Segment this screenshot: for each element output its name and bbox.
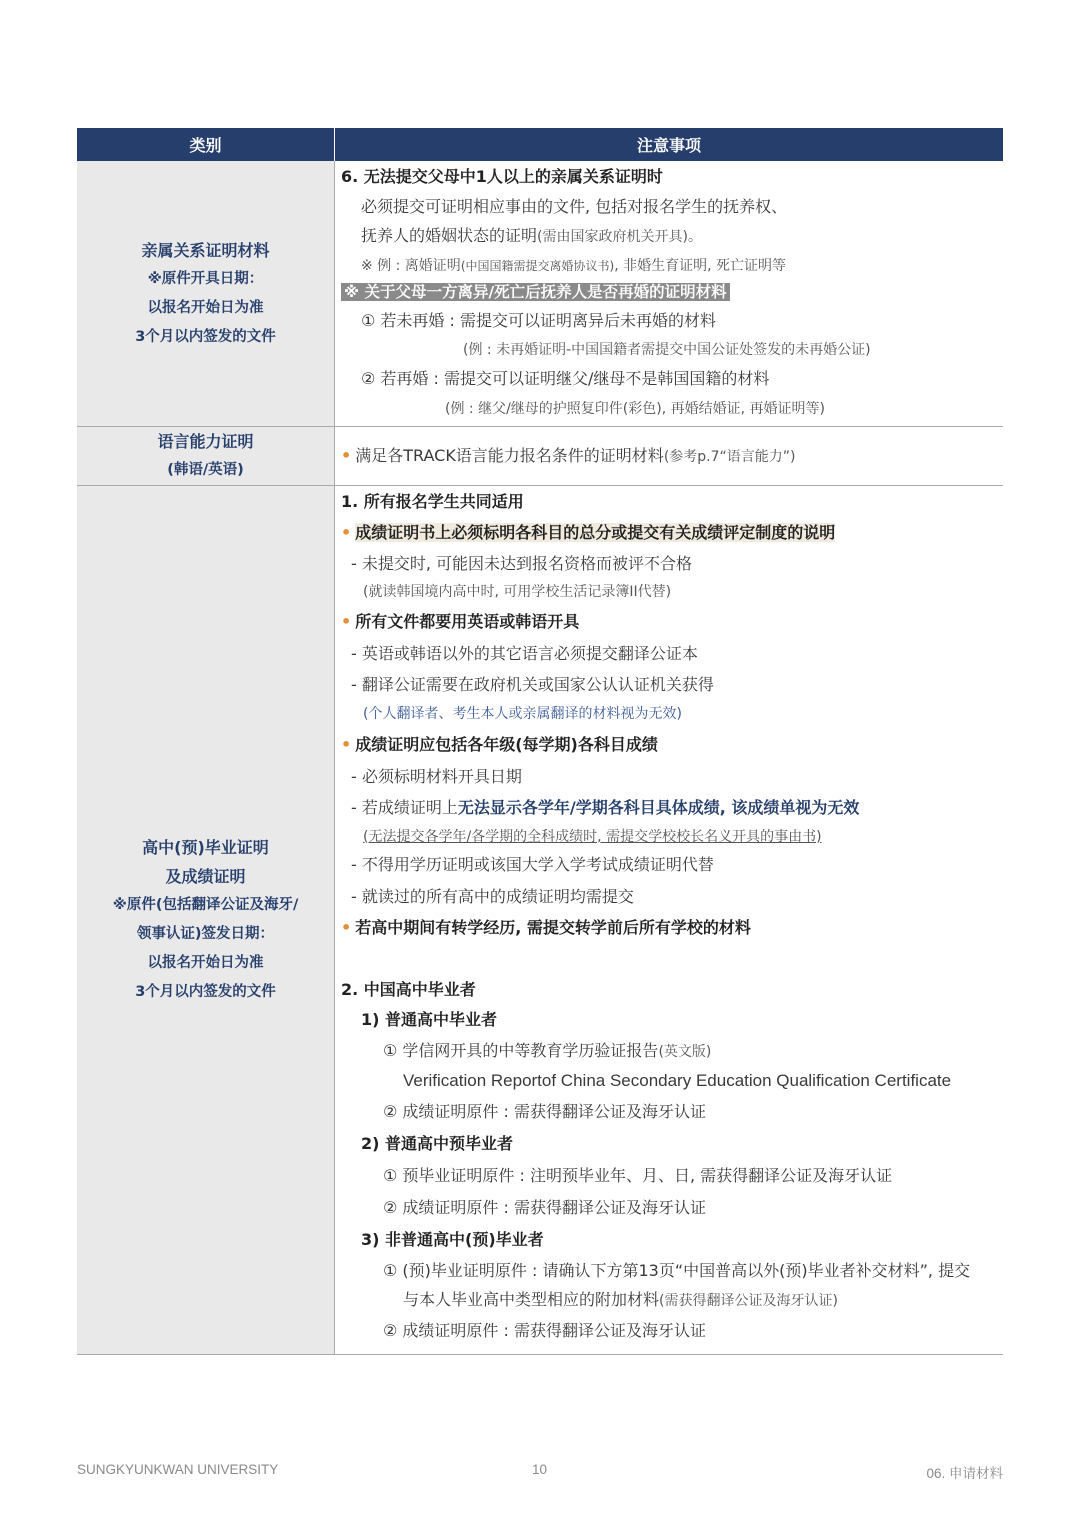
note-subheading: 1) 普通高中毕业者	[361, 1010, 498, 1029]
note-line	[335, 221, 1003, 252]
note-text: (参考p.7“语言能力”)	[663, 448, 796, 465]
note-highlight	[335, 279, 1003, 305]
note-line: (就读韩国境内高中时, 可用学校生活记录簿II代替)	[363, 584, 672, 600]
category-line: 及成绩证明	[165, 867, 246, 886]
note-line: - 必须标明材料开具日期	[351, 767, 522, 786]
bullet-icon: •	[341, 445, 352, 465]
footer-section: 06. 申请材料	[926, 1466, 1003, 1481]
note-line	[335, 442, 1003, 471]
note-line: (无法提交各学年/各学期的全科成绩时, 需提交学校校长名义开具的事由书)	[363, 829, 822, 845]
table-row	[77, 486, 1003, 1355]
note-line	[335, 1286, 1003, 1315]
note-text: ① 学信网开具的中等教育学历验证报告	[383, 1041, 659, 1060]
note-line: ② 成绩证明原件 : 需获得翻译公证及海牙认证	[383, 1102, 706, 1121]
table-row	[77, 427, 1003, 486]
category-line: 亲属关系证明材料	[141, 240, 270, 260]
table-row	[77, 161, 1003, 427]
notes-cell	[335, 427, 1004, 486]
category-line: 以报名开始日为准	[147, 299, 264, 316]
note-line: Verification Reportof China Secondary Education Qualification Certificate	[403, 1071, 952, 1090]
note-line: - 翻译公证需要在政府机关或国家公认认证机关获得	[351, 675, 714, 694]
note-line: (例 : 未再婚证明-中国国籍者需提交中国公证处签发的未再婚公证)	[463, 342, 871, 358]
notes-cell	[335, 161, 1004, 427]
note-bullet	[335, 913, 1003, 943]
category-line: 3个月以内签发的文件	[135, 984, 276, 1000]
category-cell	[77, 161, 335, 427]
note-text: ※ 例 : 离婚证明	[361, 258, 461, 274]
note-text: - 若成绩证明上	[351, 798, 458, 817]
note-text: (需获得翻译公证及海牙认证)	[659, 1293, 838, 1309]
note-text: (需由国家政府机关开具)。	[537, 229, 702, 245]
bullet-icon: •	[341, 612, 352, 631]
category-line: 语言能力证明	[157, 432, 254, 451]
category-line: ※原件(包括翻译公证及海牙/	[112, 897, 299, 913]
category-line: 3个月以内签发的文件	[135, 328, 276, 345]
note-heading: 2. 中国高中毕业者	[341, 980, 476, 999]
column-header-notes: 注意事项	[335, 128, 1004, 161]
requirements-table	[77, 128, 1003, 1355]
note-line	[335, 791, 1003, 825]
note-line: - 未提交时, 可能因未达到报名资格而被评不合格	[351, 554, 693, 573]
note-heading: 6. 无法提交父母中1人以上的亲属关系证明时	[341, 167, 663, 186]
bullet-icon: •	[341, 735, 352, 754]
note-line: - 不得用学历证明或该国大学入学考试成绩证明代替	[351, 855, 714, 874]
note-line: ① (预)毕业证明原件 : 请确认下方第13页“中国普高以外(预)毕业者补交材料”, 提交	[383, 1261, 971, 1280]
note-text: 成绩证明应包括各年级(每学期)各科目成绩	[355, 735, 658, 754]
note-text: 所有文件都要用英语或韩语开具	[355, 612, 580, 631]
note-subheading: 2) 普通高中预毕业者	[361, 1134, 514, 1153]
notes-cell	[335, 486, 1004, 1355]
note-line: - 英语或韩语以外的其它语言必须提交翻译公证本	[351, 644, 698, 663]
note-text: (英文版)	[658, 1044, 712, 1060]
note-text: , 非婚生育证明, 死亡证明等	[614, 258, 786, 274]
note-bullet	[335, 605, 1003, 639]
note-bullet	[335, 727, 1003, 763]
note-line: ② 成绩证明原件 : 需获得翻译公证及海牙认证	[383, 1321, 706, 1340]
category-line: 高中(预)毕业证明	[142, 838, 269, 857]
note-line	[335, 1037, 1003, 1066]
category-line: 领事认证)签发日期：	[136, 926, 275, 942]
note-subheading: 3) 非普通高中(预)毕业者	[361, 1230, 544, 1249]
bullet-icon: •	[341, 523, 352, 542]
category-cell	[77, 486, 335, 1355]
note-example	[335, 252, 1003, 279]
note-text: 与本人毕业高中类型相应的附加材料	[403, 1290, 660, 1309]
category-line: (韩语/英语)	[167, 462, 244, 478]
note-line: ① 预毕业证明原件 : 注明预毕业年、月、日, 需获得翻译公证及海牙认证	[383, 1166, 893, 1185]
note-heading: 1. 所有报名学生共同适用	[341, 492, 524, 511]
category-line: ※原件开具日期：	[147, 270, 264, 287]
note-text: (中国国籍需提交离婚协议书)	[460, 259, 615, 273]
note-line: (例 : 继父/继母的护照复印件(彩色), 再婚结婚证, 再婚证明等)	[445, 401, 825, 417]
note-text: 抚养人的婚姻状态的证明	[361, 226, 538, 245]
category-line: 以报名开始日为准	[147, 955, 264, 971]
note-text: 无法显示各学年/学期各科目具体成绩, 该成绩单视为无效	[457, 798, 860, 817]
note-line: - 就读过的所有高中的成绩证明均需提交	[351, 887, 634, 906]
table-header-row	[77, 128, 1003, 161]
note-line: ② 若再婚 : 需提交可以证明继父/继母不是韩国国籍的材料	[361, 369, 770, 388]
note-line: 必须提交可证明相应事由的文件, 包括对报名学生的抚养权、	[361, 197, 788, 216]
page-number: 10	[532, 1462, 548, 1477]
footer-university: SUNGKYUNKWAN UNIVERSITY	[77, 1462, 279, 1477]
bullet-icon: •	[341, 918, 352, 937]
column-header-category: 类别	[77, 128, 335, 161]
highlight-text: ※ 关于父母一方离异/死亡后抚养人是否再婚的证明材料	[341, 283, 730, 301]
spacer	[335, 943, 1003, 977]
note-line: (个人翻译者、考生本人或亲属翻译的材料视为无效)	[363, 706, 682, 722]
note-text: 成绩证明书上必须标明各科目的总分或提交有关成绩评定制度的说明	[355, 523, 836, 542]
note-text: 若高中期间有转学经历, 需提交转学前后所有学校的材料	[355, 918, 751, 937]
note-text: 满足各TRACK语言能力报名条件的证明材料	[355, 445, 664, 465]
note-line: ② 成绩证明原件 : 需获得翻译公证及海牙认证	[383, 1198, 706, 1217]
category-cell	[77, 427, 335, 486]
note-bullet	[335, 517, 1003, 549]
note-line: ① 若未再婚 : 需提交可以证明离异后未再婚的材料	[361, 311, 716, 330]
